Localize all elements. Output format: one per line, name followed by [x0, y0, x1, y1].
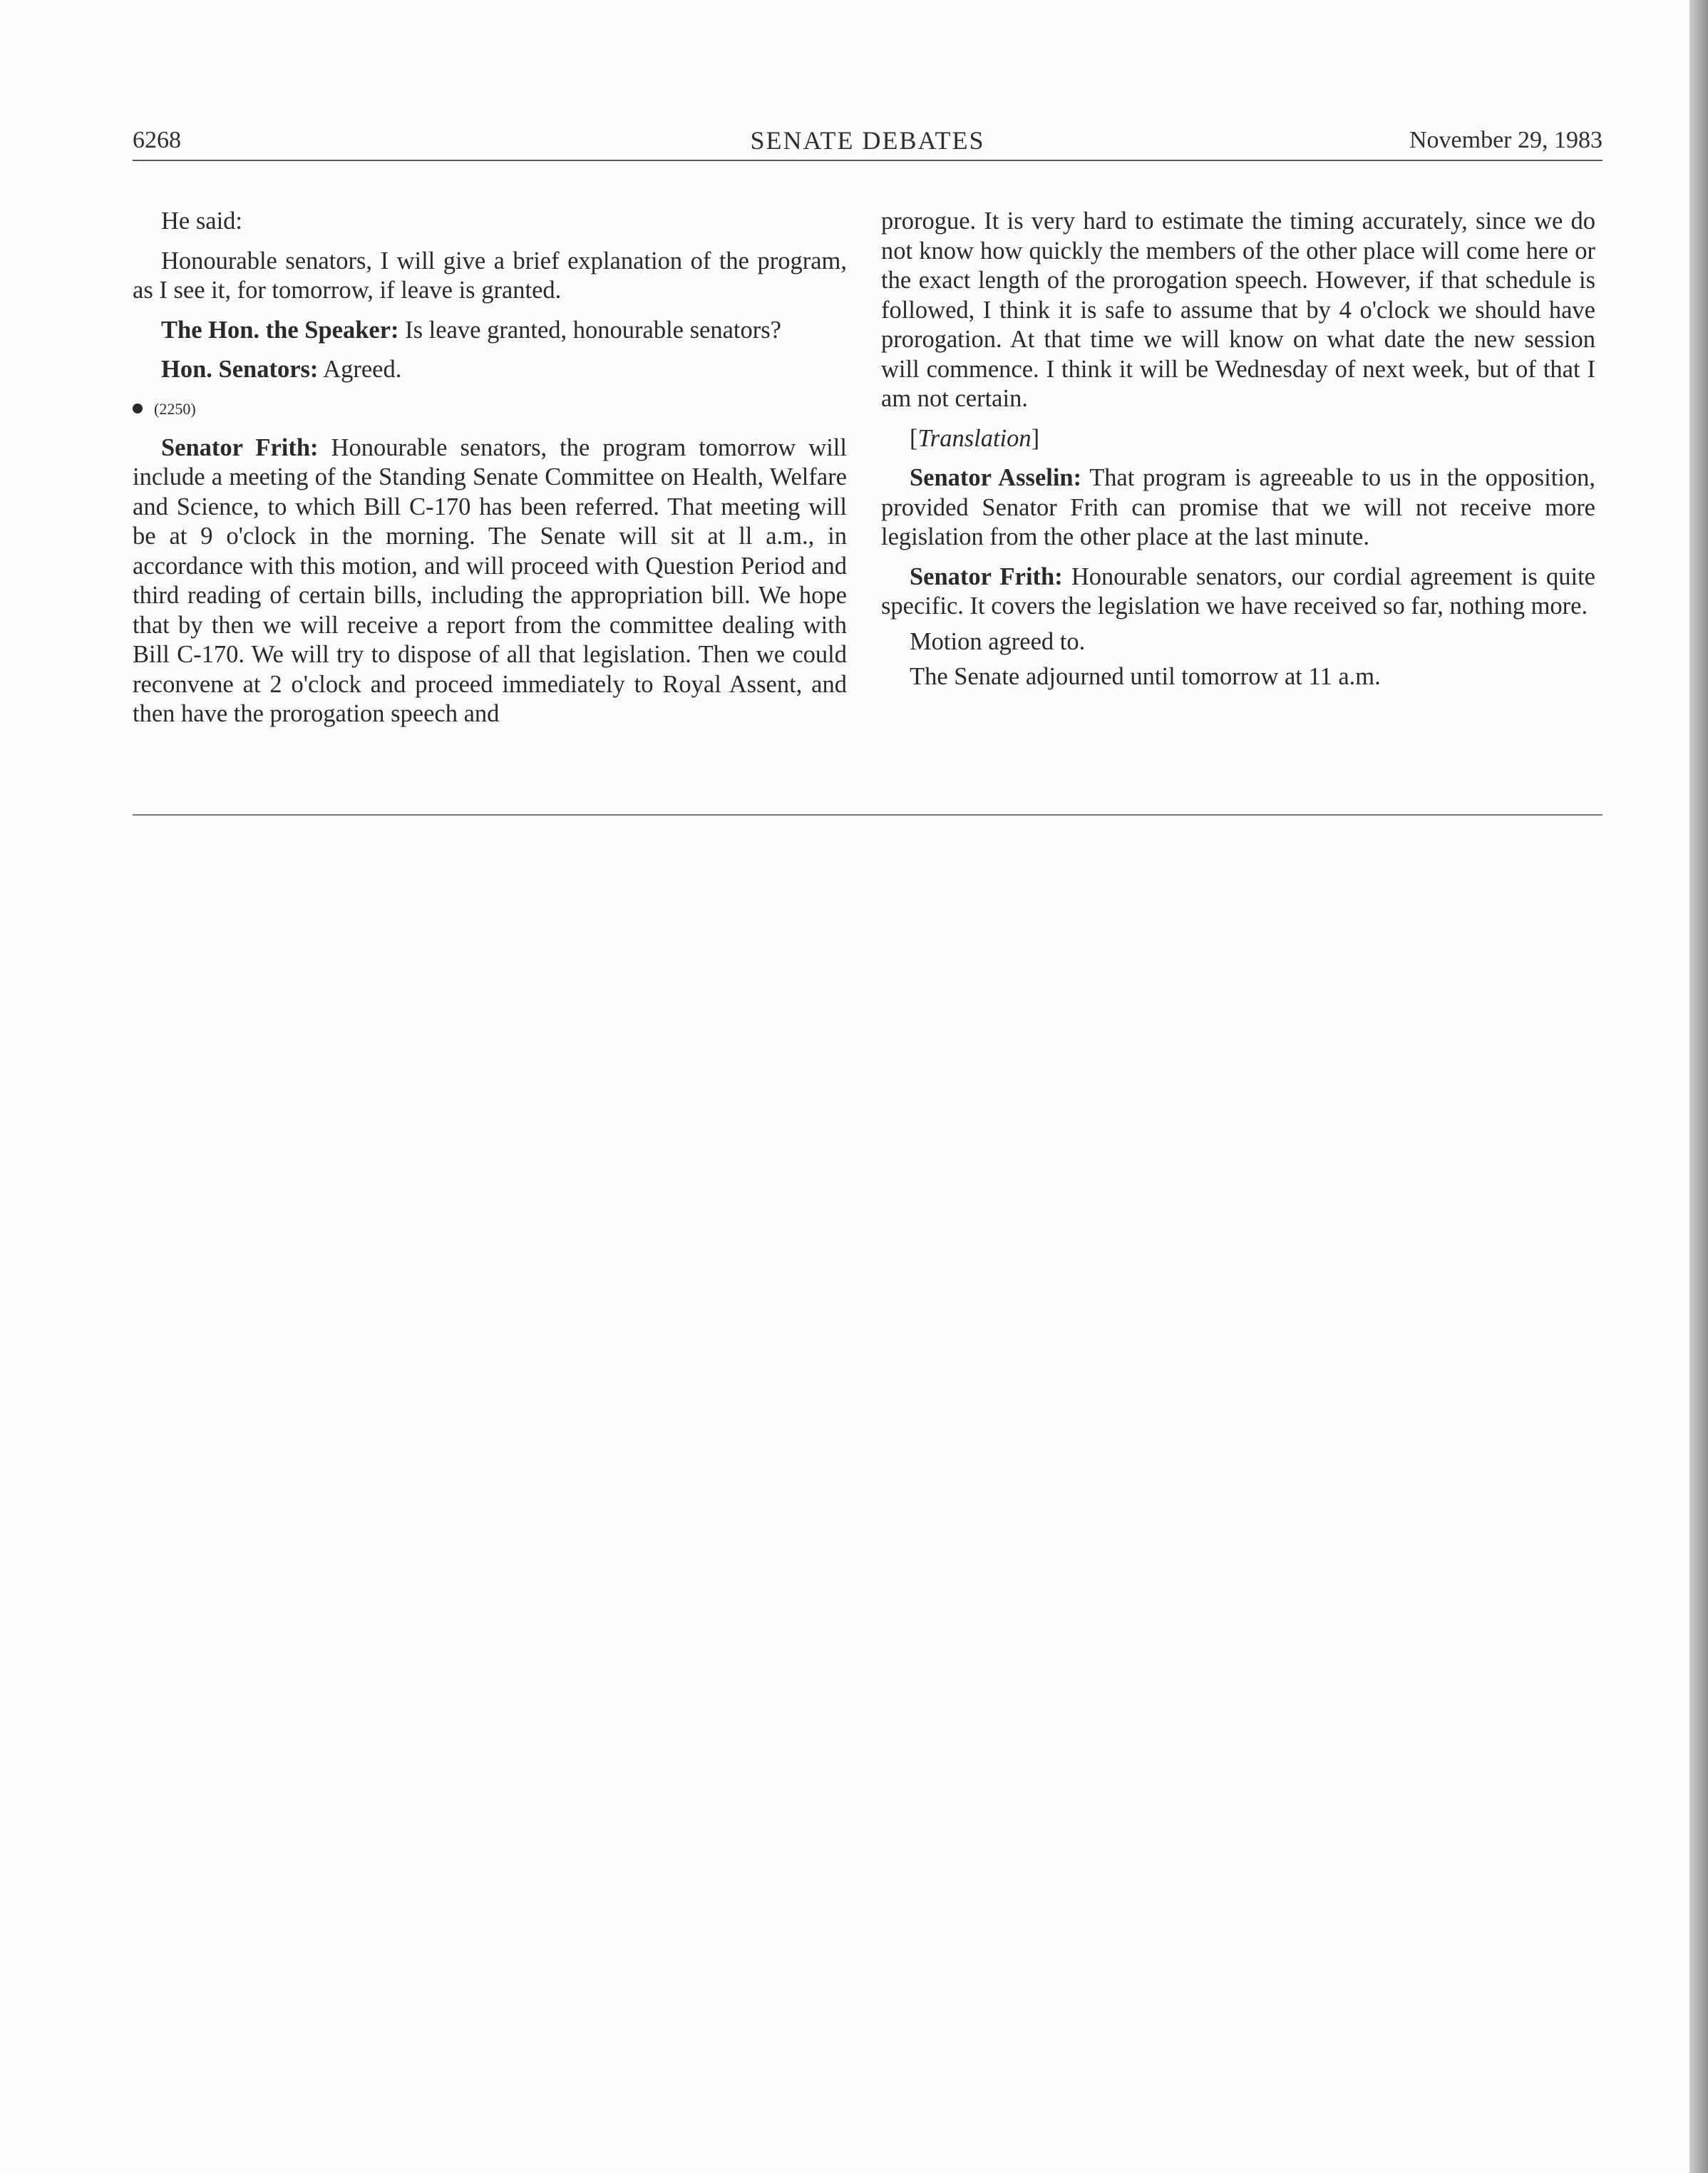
- paragraph: Senator Asselin: That program is agreeable to us in the opposition, provided Senator Frith can promise that we will not receive more legislation from the other place at the last minute.: [881, 464, 1595, 550]
- page-edge-shadow: [1689, 0, 1708, 2173]
- time-marker: (2250): [133, 395, 847, 423]
- speaker-name: Senator Frith:: [161, 433, 319, 461]
- page-number: 6268: [133, 127, 181, 153]
- paragraph: Honourable senators, I will give a brief explanation of the program, as I see it, for tomorrow, if leave is granted.: [133, 247, 847, 304]
- paragraph: The Senate adjourned until tomorrow at 11 a.m.: [910, 663, 1381, 690]
- publication-date: November 29, 1983: [1409, 127, 1602, 153]
- speaker-name: Hon. Senators:: [161, 356, 319, 383]
- paragraph: prorogue. It is very hard to estimate the timing accurately, since we do not know how quickly the members of the other place will come here or the exact length of the prorogation speech. However, if that schedule is followed, I think it is safe to assume that by 4 o'clock we should have prorogation. At that time we will know on what date the new session will commence. I think it will be Wednesday of next week, but of that I am not certain.: [881, 207, 1595, 412]
- paragraph: Senator Frith: Honourable senators, our cordial agreement is quite specific. It covers the legislation we have received so far, nothing more.: [881, 562, 1595, 620]
- paragraph: The Hon. the Speaker: Is leave granted, honourable senators?: [161, 316, 781, 344]
- footer-rule: [133, 814, 1602, 816]
- publication-title: SENATE DEBATES: [750, 126, 985, 155]
- speaker-name: The Hon. the Speaker:: [161, 316, 399, 344]
- speaker-name: Senator Frith:: [910, 562, 1063, 590]
- translation-note: [Translation]: [910, 424, 1040, 452]
- paragraph: Hon. Senators: Agreed.: [161, 356, 402, 383]
- speaker-name: Senator Asselin:: [910, 464, 1082, 491]
- right-column: [881, 207, 1595, 692]
- paragraph: Motion agreed to.: [910, 627, 1086, 655]
- paragraph: Senator Frith: Honourable senators, the program tomorrow will include a meeting of the Standing Senate Committee on Health, Welfare and Science, to which Bill C-170 has been referred. That meeting will be at 9 o'clock in the morning. The Senate will sit at ll a.m., in accordance with this motion, and will proceed with Question Period and third reading of certain bills, including the appropriation bill. We hope that by then we will receive a report from the committee dealing with Bill C-170. We will try to dispose of all that legislation. Then we could reconvene at 2 o'clock and proceed immediately to Royal Assent, and then have the prorogation speech and: [133, 433, 847, 727]
- bullet-icon: [133, 404, 143, 413]
- paragraph: He said:: [161, 207, 243, 235]
- page-header: [133, 123, 1602, 160]
- header-rule: [133, 160, 1602, 161]
- left-column: [133, 207, 847, 739]
